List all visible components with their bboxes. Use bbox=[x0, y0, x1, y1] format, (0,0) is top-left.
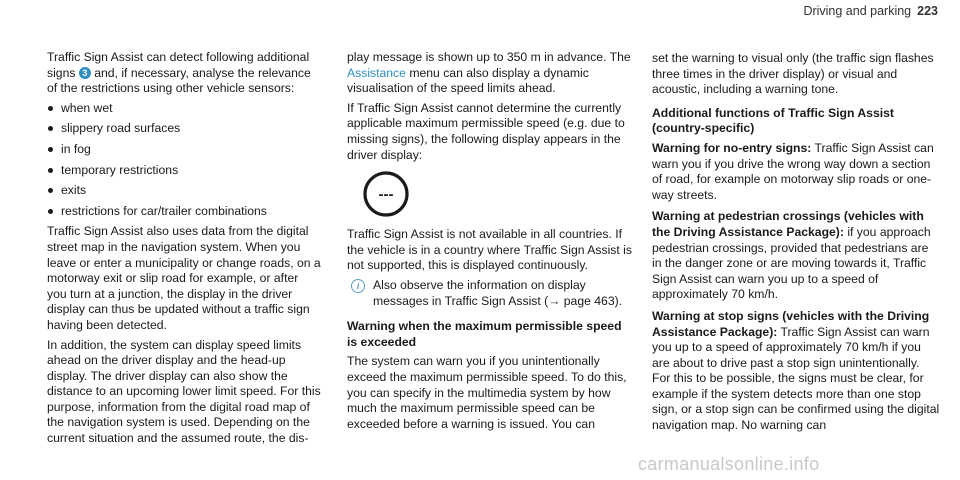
subheading: Warning at stop signs (vehicles with the Driving Assistance Package): bbox=[652, 308, 930, 339]
column-1 bbox=[47, 50, 321, 451]
text: Traffic Sign Assist can warn you up to a speed of approximately 70 km/h if you are about to drive past a stop sign unintentionally. For this to be possible, the signs must be clear, for example if the system detects more than one stop sign, or a stop sign can be confirmed using the digital navigation map. No warning can bbox=[652, 324, 940, 433]
section-heading: Additional functions of Traffic Sign Assist (country-specific) bbox=[652, 105, 894, 136]
info-note bbox=[347, 278, 632, 309]
note-text: Also observe the information on display messages in Traffic Sign Assist (→ page 463). bbox=[373, 277, 623, 308]
page-header bbox=[803, 4, 938, 18]
paragraph bbox=[652, 141, 940, 203]
text: play message is shown up to 350 m in advance. The bbox=[347, 50, 631, 64]
section-heading: Warning when the maximum permissible speed is exceeded bbox=[347, 319, 622, 349]
info-icon: i bbox=[351, 279, 365, 293]
list-item: when wet bbox=[47, 101, 321, 117]
column-3 bbox=[652, 51, 940, 438]
intro-text-b: and, if necessary, analyse the relevance of the restrictions using other vehicle sensors: bbox=[47, 65, 311, 96]
list-item: in fog bbox=[47, 142, 321, 158]
callout-marker-icon: 3 bbox=[79, 67, 91, 79]
paragraph bbox=[347, 50, 632, 97]
list-item: slippery road surfaces bbox=[47, 121, 321, 137]
section-title: Driving and parking bbox=[803, 4, 912, 18]
text: if you approach pedestrian crossings, provided that pedestrians are in the danger zone or are moving towards it, Traffic Sign Assist can warn you up to a speed of approximately 70 km/h. bbox=[652, 224, 931, 302]
paragraph: If Traffic Sign Assist cannot determine the currently applicable maximum permissible speed (e.g. due to missing signs), the following display appears in the driver display: bbox=[347, 100, 625, 162]
subheading: Warning at pedestrian crossings (vehicles with the Driving Assistance Package): bbox=[652, 209, 924, 239]
conditions-list bbox=[47, 101, 321, 220]
paragraph bbox=[652, 309, 940, 434]
text: menu can also display a dynamic visualisation of the speed limits ahead. bbox=[347, 65, 589, 96]
list-item: temporary restrictions bbox=[47, 163, 321, 179]
intro-paragraph bbox=[47, 50, 321, 97]
unknown-speed-sign bbox=[361, 169, 632, 219]
paragraph bbox=[652, 209, 940, 303]
subheading: Warning for no-entry signs: bbox=[652, 140, 812, 155]
speed-limit-unknown-icon bbox=[361, 169, 411, 219]
sign-symbol: --- bbox=[378, 186, 394, 204]
paragraph: Traffic Sign Assist also uses data from the digital street map in the navigation system. When you leave or enter a municipality or change roads, on a motorway exit or slip road for example, or after you turn at a junction, the display in the driver display can thus be updated without a traffic sign having been detected. bbox=[47, 224, 321, 332]
paragraph: Traffic Sign Assist is not available in all countries. If the vehicle is in a country where Traffic Sign Assist is not supported, this is displayed continuously. bbox=[347, 227, 632, 273]
intro-text-a: Traffic Sign Assist can detect following additional signs bbox=[47, 50, 310, 80]
assistance-menu-link[interactable]: Assistance bbox=[347, 65, 406, 80]
paragraph: set the warning to visual only (the traffic sign flashes three times in the driver display) or visual and acoustic, including a warning tone. bbox=[652, 51, 934, 97]
paragraph: In addition, the system can display speed limits ahead on the driver display and the head-up display. The driver display can also show the distance to an upcoming lower limit speed. For this purpose, information from the digital road map of the navigation system is used. Depending on the current situation and the assumed route, the dis- bbox=[47, 337, 321, 446]
page-number: 223 bbox=[917, 4, 938, 18]
text: Traffic Sign Assist can warn you if you drive the wrong way down a section of road, for example on motorway slip roads or one-way streets. bbox=[652, 140, 934, 202]
list-item: restrictions for car/trailer combinations bbox=[47, 204, 321, 220]
column-2 bbox=[347, 50, 632, 436]
paragraph: The system can warn you if you unintentionally exceed the maximum permissible speed. To do this, you can specify in the multimedia system by how much the maximum permissible speed can be exceeded before a warning is issued. You can bbox=[347, 354, 627, 431]
list-item: exits bbox=[47, 183, 321, 199]
watermark: carmanualsonline.info bbox=[638, 454, 820, 474]
